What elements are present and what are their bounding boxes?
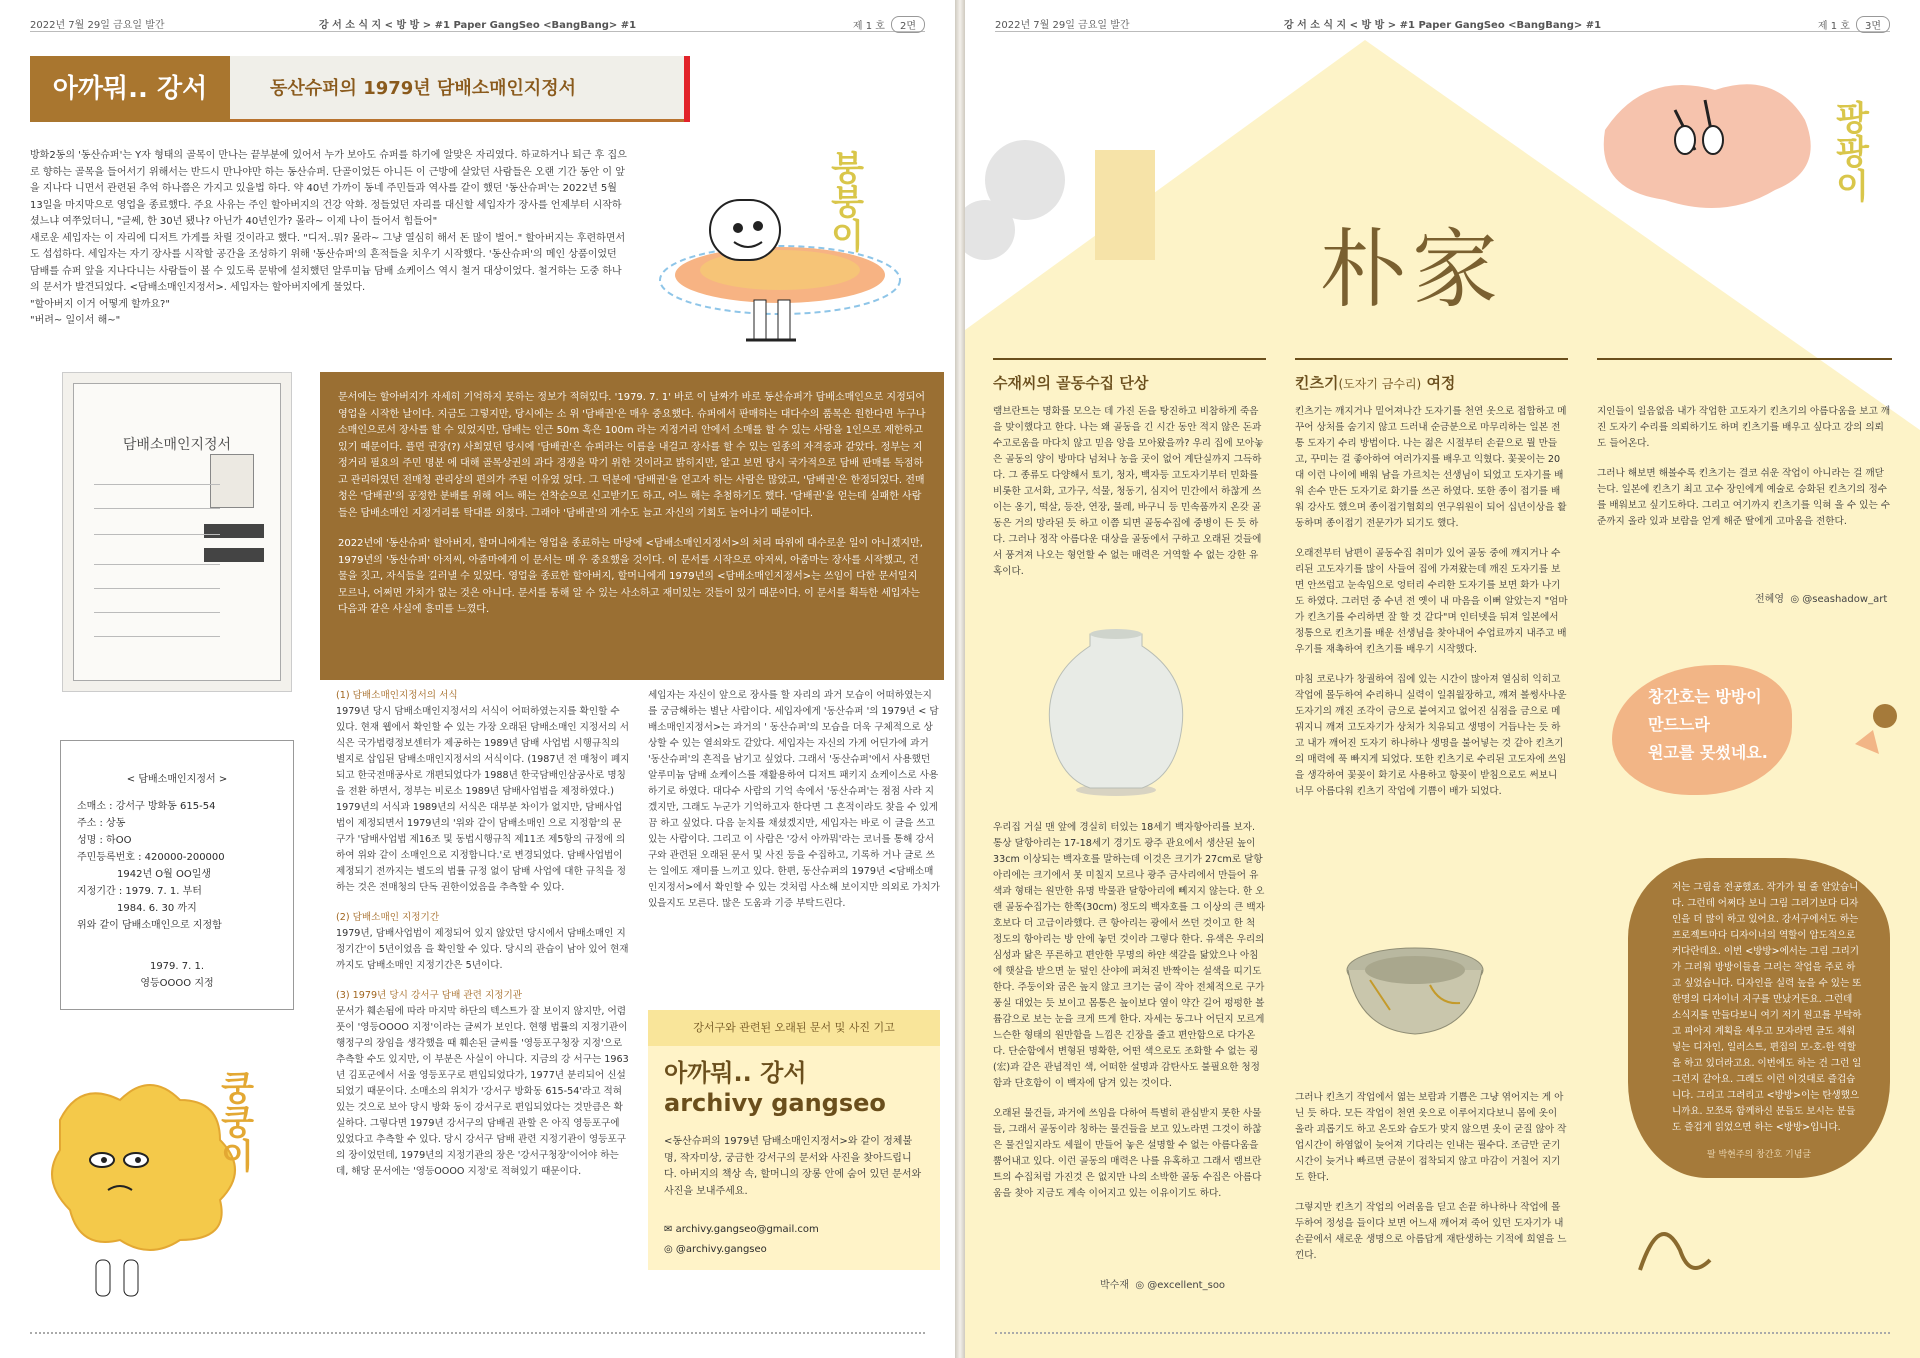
- tenant-paragraph: 세입자는 자신이 앞으로 장사를 할 자리의 과거 모습이 어떠하였는지를 궁금해하는 별난 사람이다. 세입자에게 '동산슈퍼 '의 1979년 < 담배소매인지정서>는 과거의 ' 동산슈퍼'의 모습을 더욱 구체적으로 상상할 수 있는 열쇠와도 같았다. 세입자는 자신의 가게 어딘가에 과거 '동산슈퍼'의 흔적을 남기고 싶었다. 그래서 '동산슈퍼'에서 사용했던 알루미늄 담배 쇼케이스를 재활용하여 디저트 패키지 쇼케이스로 사용하기로 하였다. 대다수 사람의 기억 속에서 '동산슈퍼'는 점점 사라 지겠지만, 그래도 누군가 기억하고자 한다면 그 흔적이라도 찾을 수 있게끔 하고 싶었다. 다음 눈치를 채셨겠지만, 세입자는 바로 이 글을 쓰고 있는 사람이다. 그리고 이 사람은 '강서 아까뭐'라는 코너를 통해 강서구와 관련된 오래된 문서 및 사진 등을 수집하고, 기록하 거나 글로 쓰는 일에도 재미를 느끼고 있다. 한편, 동산슈퍼의 1979년 <담배소매인지정서>에서 확인할 수 있는 것처럼 사소해 보이지만 의외로 가치가 있을지도 모른다. 많은 도움과 기증 부탁드린다.: [648, 690, 940, 909]
- publication-title: 강 서 소 식 지 < 방 방 > #1 Paper GangSeo <BangBang> #1: [318, 20, 637, 31]
- document-line: [94, 564, 220, 565]
- intro-quote: "할아버지 이거 어떻게 할까요?": [30, 298, 170, 310]
- license-line: 1942년 O월 OO일생: [117, 869, 212, 880]
- subheading-period: (2) 담배소매인 지정기간: [336, 912, 440, 923]
- license-line: 지정기간 : 1979. 7. 1. 부터: [77, 886, 202, 897]
- license-line: 위와 같이 담배소매인으로 지정함: [77, 920, 222, 931]
- sec2-title: [1295, 372, 1455, 393]
- sec1-column-top: [993, 404, 1266, 580]
- red-accent-bar: [684, 56, 690, 122]
- article-title: 동산슈퍼의 1979년 담배소매인지정서: [270, 78, 577, 99]
- editor-note-text: 창간호는 방방이 만드느라 원고를 못썼네요.: [1648, 687, 1768, 762]
- issue-date: 2022년 7월 29일 금요일 발간: [30, 20, 165, 31]
- logo-korean: 아까뭐.. 강서: [664, 1059, 807, 1087]
- editor-note-brown: [1628, 858, 1890, 1178]
- section-rule: [993, 358, 1266, 360]
- sec2-title-main: 킨츠기: [1295, 374, 1339, 392]
- context-paragraph: 문서에는 할아버지가 자세히 기억하지 못하는 정보가 적혀있다. '1979. 7. 1' 바로 이 날짜가 바로 동산슈퍼가 담배소매인으로 지정되어 영업을 시작한 날이다. 지금도 그렇지만, 당시에는 소 위 '담배권'은 매우 중요했다. 슈퍼에서 판매하는 대다수의 품목은 원한다면 누구나 소매인으로서 장사를 할 수 있었지만, 담배는 인근 50m 혹은 100m 라는 지정거리 안에서 소매를 할 수 있는 사람을 1인으로 제한하고 있기 때문이다. 플면 권장(?) 사회였던 당시에 '담배권'은 슈퍼라는 이름을 내걸고 장사를 할 수 있는 일종의 자격증과 같았다. 정부는 지정거리 필요의 주민 명분 에 대해 골목상권의 과다 경쟁을 막기 위한 것이라고 밝히지만, 알고 보면 당시 국가적으로 담배 판매를 독점하고 관리하였던 전매청 관리상의 편의가 주된 이유였 었다. 그 덕분에 '담배권'을 얻고자 하는 사람은 많았고, '담배권'은 한정되었다. 전매청은 '담배권'의 공정한 분배를 위해 어느 해는 선착순으로 신고받기도 하고, 어느 해는 추첨하기도 했다. '담배권'을 얻는데 실패한 사람들은 담배소매인 지정거리를 탁대를 외쳤다. 그래야 '담배권'의 개수도 늘고 자신의 기회도 늘어나기 때문이다.: [338, 392, 926, 519]
- page-number: 2면: [891, 16, 925, 33]
- issue-date: 2022년 7월 29일 금요일 발간: [995, 20, 1130, 31]
- findings-paragraph: 1979년 당시 담배소매인지정서의 서식이 어떠하였는지를 확인할 수 있다. 현재 웹에서 확인할 수 있는 가장 오래된 담배소매인 지정서의 서식은 국가법령정보센터가 제공하는 1989년 담배 사업법 시행규칙의 별지로 삽입된 담배소매인지정서의 서식이다. (1987년 전 매청이 폐지되고 한국전매공사로 개편되었다가 1988년 한국담배인삼공사로 명칭을 전환 하면서, 정부는 비로소 1989년 담배사업법을 제정하였다.) 1979년의 서식과 1989년의 서식은 대부분 차이가 없지만, 담배사업법이 제정되면서 1979년의 '위와 같이 담배소매인 으로 지정함'의 문구가 '담배사업법 제16조 및 동법시행규칙 제11조 제5항의 규정에 의하여 위와 같이 소매인으로 지정합니다.'로 변경되었다. 담배사업법이 제정되기 전까지는 별도의 법률 규정 없이 담배 사업에 대한 규칙을 정하는 것은 전매청의 단독 권한이었음을 추측할 수 있다.: [336, 706, 630, 893]
- sec3-credit: [1755, 590, 1887, 605]
- issue-label: 제 1 호: [852, 21, 885, 32]
- context-paragraph: 2022년에 '동산슈퍼' 할아버지, 할머니에게는 영업을 종료하는 마당에 <담배소매인지정서>의 처리 따위에 대수로운 일이 아니겠지만, 1979년의 '동산슈퍼' 아저씨, 아줌마에게 이 문서는 매 우 중요했을 것이다. 이 문서를 시작으로 아저씨, 아줌마는 장사를 시작했고, 건물을 짓고, 자식들을 길러낼 수 있었다. 영업을 종료한 할아버지, 할머니에게 1979년의 <담배소매인지정서>는 쓰임이 다한 문서일지 모르나, 어쩌면 가치가 없는 것은 아니다. 문서를 통해 알 수 있는 사소하고 재미있는 것들이 있기 때문이다. 이 문서를 획득한 세입자는 다음과 같은 사실에 흥미를 느꼈다.: [338, 538, 923, 615]
- license-line: 주소 : 상동: [77, 818, 126, 829]
- sec2-paragraph: 마침 코로나가 창궐하여 집에 있는 시간이 많아져 열심히 익히고 작업에 몰두하여 수리하니 실력이 일취월장하고, 꺠져 볼썽사나운 도자기의 깨진 조각이 금으로 붙여지고 없어진 심점을 금으로 메꿔지니 깨져 고도자기가 상처가 치유되고 생명이 거듭나는 듯 하고 내가 깨어진 도자기 하나하나 생명을 불어넣는 것 같아 킨츠기의 매력에 푹 빠지게 되었다. 또한 킨츠기로 수리된 고도자에 쓰임을 생각하여 꽃꽂이 화기로 사용하고 항꽂이 받침으로도 써보니 너무 아름다워 킨츠기 작업에 기쁨이 배가 되었다.: [1295, 674, 1567, 797]
- moon-jar-icon: [1038, 618, 1194, 798]
- license-line: 성명 : 하OO: [77, 835, 132, 846]
- kintsugi-bowl-photo: [1340, 930, 1490, 1050]
- sec1-paragraph: 램브란트는 명화를 모으는 데 가진 돈을 탕진하고 비참하게 죽음을 맞이했다고 한다. 나는 왜 골동을 긴 시간 동안 적지 않은 돈과 수고로움을 마다치 않고 믿음 앙을 모아왔을까? 우리 집에 모아놓은 골동의 양이 방마다 넘쳐나 농을 곳이 없어 계단실까지 그득하다. 그 종류도 다양해서 토기, 청자, 백자등 고도자기부터 민화를 비롯한 고서화, 고가구, 석물, 청동기, 심지어 민간에서 하찮게 쓰이는 옹기, 떡살, 등잔, 연장, 물레, 바구니 등 민속품까지 온갖 골동은 거의 망라된 듯 하고 이쯤 되면 골동수집에 중병이 든 듯 하다. 그러나 정작 아름다운 대상을 골동에서 구하고 오래된 것들에서 풍겨져 나오는 형언할 수 없는 매력은 거역할 수 없는 강한 유혹이다.: [993, 406, 1264, 577]
- editor-letter: 저는 그림을 전공했죠. 작가가 될 줄 알았습니다. 그런데 어쩌다 보니 그림 그리기보다 디자인을 더 많이 하고 있어요. 강서구에서도 하는 프로젝트마다 디자이너의 역할이 압도적으로 커다란데요. 이번 <방방>에서는 그림 그리기가 그리워 방방이들을 그리는 작업을 주로 하고 싶었습니다. 디자인을 실력 높을 수 있는 또 한명의 디자이너 지구를 만났거든요. 그런데 소식지를 만들다보니 여기 저기 원고를 부탁하고 피아지 계획을 세우고 모자라면 글도 채워 넣는 디자인, 일러스트, 편집의 모-호-한 역할을 하고 있더라고요. 이번에도 하는 건 그런 일 그런지 같아요. 그래도 이런 이것대로 즐겁습니다. 그리고 그려리고 <방방>이는 탄생했으니까요. 모쪼록 함께하신 분들도 보시는 분들도 즐겁게 읽었으면 하는 <방방>입니다.: [1672, 882, 1862, 1133]
- issue-number: [1818, 16, 1890, 33]
- document-line: [94, 508, 220, 509]
- publication-title: 강 서 소 식 지 < 방 방 > #1 Paper GangSeo <BangBang> #1: [1283, 20, 1602, 31]
- author-name: 전혜영: [1755, 594, 1784, 605]
- instagram-icon: ◎: [1790, 594, 1800, 605]
- archivy-logo: 아까뭐.. 강서: [30, 56, 230, 122]
- findings-column: [336, 688, 630, 1180]
- bungbung-label: 붕붕이: [824, 150, 864, 252]
- document-line: [94, 484, 220, 485]
- bungbung-doodle: [650, 130, 940, 370]
- tenant-column: [648, 688, 940, 912]
- kungkung-doodle: [20, 1060, 330, 1310]
- intro-quote: "버려~ 일이서 해~": [30, 315, 121, 326]
- author-instagram[interactable]: @excellent_soo: [1147, 1280, 1226, 1291]
- paengpaeng-character-icon: [1585, 70, 1825, 230]
- page-header: [30, 14, 925, 32]
- author-instagram[interactable]: @seashadow_art: [1802, 594, 1888, 605]
- paengpaeng-doodle: [1585, 70, 1905, 270]
- portrait-stamp: [210, 454, 254, 508]
- sec1-title: 수재씨의 골동수집 단상: [993, 374, 1149, 392]
- section-big-title: 朴家: [1320, 220, 1504, 320]
- logo-english: archivy gangseo: [664, 1089, 886, 1117]
- issue-label: 제 1 호: [1817, 21, 1850, 32]
- submission-logo: [664, 1058, 886, 1118]
- section-rule: [1597, 358, 1892, 360]
- bottom-rule: [995, 1324, 1890, 1334]
- sec2-paragraph: 킨츠기는 깨지거나 밑어져나간 도자기를 천연 옷으로 접합하고 메꾸어 상처를 숨기지 않고 드러내 순금분으로 마무리하는 일본 전통 도자기 수리 방법이다. 나는 젊은 시절부터 손끝으로 뭘 만들고, 꾸미는 걸 좋아하여 여러가지를 배우고 익혔다. 꽃꽂이는 20대 이런 나이에 배워 남을 가르치는 선생님이 되었고 도자기를 배워 손수 만든 도자기로 화기를 쓰곤 하였다. 또한 종이 접기를 배워 강사도 했으며 종이접기협회의 연구위원이 되어 십년이상을 활동하며 종이접기 전문가가 되기도 했다.: [1295, 406, 1567, 529]
- author-name: 박수재: [1100, 1280, 1129, 1291]
- bottom-rule: [30, 1324, 925, 1334]
- instagram-icon: ◎: [664, 1244, 673, 1255]
- instagram-link[interactable]: [664, 1244, 767, 1255]
- sec1-paragraph: 우리집 거실 맨 앞에 경실히 터있는 18세기 백자항아리를 보자. 통상 달항아리는 17-18세기 경기도 광주 관요에서 생산된 높이 33cm 이상되는 백자호를 말하는데 이것은 크기가 27cm로 달항아리에는 크기에서 못 미칠지 모르나 광주 금사리에서 만들어 유색과 형태는 원만한 유명 박물관 달항아리에 뻬지지 않는다. 한 오랜 골동수집가는 한쪽(30cm) 정도의 백자호를 그 이상의 큰 백자호보다 더 고급이라했다. 큰 항아리는 광에서 쓰던 것이고 한 척 정도의 항아리는 방 안에 놓던 것이라 그렇다 한다. 유색은 우리의 심성과 닮은 푸른하고 편안한 무명의 하얀 색갈을 닮았으나 아침에 햇살을 받으면 눈 덮인 산야에 퍼쳐진 반짝이는 설색을 띠기도 한다. 주둥이와 굽은 높지 않고 크기는 굽이 작아 전체적으로 구가 풍실 대었는 듯 보이고 몸통은 높이보다 옆이 약간 길어 펑펑한 볼륨감으로 보는 눈을 크게 뜨게 한다. 자세는 동그나 어딘지 모르게 느슨한 형태의 원만함을 느낌은 긴장을 줄고 편안함으로 다가온다. 단순함에서 변형된 명확한, 어떤 색으로도 조화할 수 없는 굉(宏)과 같은 관념적인 색, 어떠한 설명과 감탄사도 불필요한 청정함과 단호함이 이 백자에 담겨 있는 것이다.: [993, 822, 1265, 1089]
- sec2-title-sub: (도자기 금수리): [1338, 377, 1422, 391]
- subheading-format: (1) 담배소매인지정서의 서식: [336, 690, 458, 701]
- page-right: [965, 0, 1920, 1358]
- intro-paragraph: 방화2동의 '동산슈퍼'는 Y자 형태의 골목이 만나는 끝부분에 있어서 누가 보아도 슈퍼를 하기에 알맞은 자리였다. 하교하거나 퇴근 후 집으로 향하는 골목을 들어서기 위해서는 반드시 만나야만 하는 동산슈퍼. 단골이었든 아니든 이 근방에 살았던 사람들은 오랜 기간 동안 이 앞을 지나다 니면서 관련된 추억 하나쯤은 가지고 있을법 하다. 약 40년 가까이 동네 주민들과 역사를 같이 했던 '동산슈퍼'는 2022년 5월 13일을 마지막으로 영업을 종료했다. 주요 사유는 주인 할아버지의 건강 악화. 정들었던 자리를 대신할 세입자가 장사를 언제부터 시작하셨느냐 여쭈었더니, "글쎄, 한 30년 됐나? 아닌가 40년인가? 몰라~ 이제 나이 들어서 힘들어": [30, 150, 627, 227]
- document-line: [94, 588, 220, 589]
- redacted-block: [204, 548, 264, 562]
- license-date: 1979. 7. 1.: [149, 961, 205, 972]
- license-transcription-box: [60, 740, 294, 1010]
- mail-icon: ✉: [664, 1224, 673, 1235]
- submission-box: [648, 1010, 940, 1270]
- instagram-text: @archivy.gangseo: [675, 1244, 767, 1255]
- license-heading: < 담배소매인지정서 >: [126, 774, 228, 785]
- submission-tag: 강서구와 관련된 오래된 문서 및 사진 기고: [648, 1010, 940, 1046]
- sec3-paragraph: 지인들이 일음없음 내가 작업한 고도자기 킨츠기의 아름다움을 보고 깨진 도자기 수리를 의뢰하기도 하며 킨츠기를 배우고 싶다고 강의 의뢰도 들어온다.: [1597, 406, 1891, 449]
- findings-paragraph: 1979년, 담배사업법이 제정되어 있지 않았던 당시에서 담배소매인 지정기간'이 5년이었음 을 확인할 수 있다. 당시의 관습이 남아 있어 현재까지도 담배소매인 지정기간은 5년이다.: [336, 928, 629, 971]
- findings-paragraph: 문서가 훼손됨에 따라 마지막 하단의 텍스트가 잘 보이지 않지만, 어렴풋이 '영등OOOO 지정'이라는 글씨가 보인다. 현행 법률의 지정기관이 행정구의 장임을 생각했을 때 훼손된 글씨를 '영등포구청장 지정'으로 추측할 수도 있지만, 이 부분은 사실이 아니다. 지금의 강 서구는 1963년 김포군에서 서울 영등포구로 편입되었다가, 1977년 분리되어 신설되었기 때문이다. 소매소의 위치가 '강서구 방화동 615-54'라고 적혀있는 것으로 보아 당시 방화 동이 강서구로 편입되었다는 것만큼은 확실하다. 그렇다면 1979년 강서구의 담배권 관할 은 아직 영등포구에 있었다고 추측할 수 있다. 당시 강서구 담배 관련 지정기관이 영등포구 의 장이었던데, 1979년의 지정기관의 장은 '강서구청장'이어야 하는데, 해당 문서에는 '영등OOOO 지정'로 적혀있기 때문이다.: [336, 1006, 629, 1177]
- spread-gutter: [955, 0, 965, 1358]
- redacted-block: [204, 524, 264, 538]
- intro-paragraph: 새로운 세입자는 이 자리에 디저트 가게를 차릴 것이라고 했다. "디저..뭐? 몰라~ 그냥 열심히 해서 돈 많이 벌어." 할아버지는 후련하면서도 섭섭하다. 세입자는 자기 장사를 시작할 공간을 조성하기 위해 '동산슈퍼'의 흔적들을 치우기 시작했다. '동산슈퍼'의 메인 상품이었던 담배를 슈퍼 앞을 지나다니는 사람들이 볼 수 있도록 문밖에 설치했던 알루미늄 담배 쇼케이스 역시 철거 대상이었다. 철거하는 도중 하나의 문서가 발견되었다. <담배소매인지정서>. 세입자는 할아버지에게 물었다.: [30, 232, 626, 293]
- sec2-paragraph: 그러나 킨츠기 작업에서 엷는 보람과 기쁨은 그냥 엮어지는 게 아닌 듯 하다. 모든 작업이 천연 옷으로 이루어지다보니 몸에 옷이 올라 괴롭기도 하고 온도와 습도가 맞지 않으면 옷이 굳질 않아 작업시간이 하염없이 늦어져 기다리는 인내는 필수다. 조금만 굳기 시간이 늦거나 빠르면 금분이 접착되지 않고 마감이 거칠어 지기도 한다.: [1295, 1092, 1567, 1183]
- document-line: [94, 636, 220, 637]
- document-line: [94, 612, 220, 613]
- sec2-paragraph: 그렇지만 킨츠기 작업의 어려움을 딛고 손끝 하나하나 작업에 몰두하여 정성을 들이다 보면 어느새 깨어져 죽어 있던 도자기가 내 손끝에서 새로운 생명으로 아름답게 재탄생하는 기적에 희열을 느낀다.: [1295, 1202, 1567, 1261]
- bungbung-character-icon: [650, 130, 940, 370]
- license-document-photo: [62, 372, 292, 692]
- sec2-title-tail: 여정: [1421, 374, 1456, 392]
- sec1-column-bottom: [993, 820, 1266, 1202]
- document-line: [94, 534, 220, 535]
- document-paper: [73, 383, 281, 681]
- license-line: 소매소 : 강서구 방화동 615-54: [77, 801, 216, 812]
- license-line: 1984. 6. 30 까지: [117, 903, 197, 914]
- section-rule: [1295, 358, 1568, 360]
- sec1-paragraph: 오래된 물건들, 과거에 쓰임을 다하여 특별히 관심받지 못한 사물들, 그래서 골동이라 칭하는 물건들을 보고 있노라면 그것이 하찮은 물건일지라도 세월이 만들어 놓은 설명할 수 없는 아름다움을 뿜어내고 있다. 이런 골동의 매력은 나를 유혹하고 그래서 램브란트의 수집처럼 가진것 은 없지만 나의 소박한 골동 수집은 아름다움을 찾아 지금도 계속 이어지고 있는 이유이기도 하다.: [993, 1108, 1262, 1199]
- kintsugi-bowl-icon: [1340, 930, 1490, 1050]
- kungkung-label: 쿵쿵이: [214, 1070, 254, 1172]
- submission-description: <동산슈퍼의 1979년 담배소매인지정서>와 같이 정체불명, 작자미상, 궁금한 강서구의 문서와 사진을 찾아드립니다. 아버지의 책상 속, 할머니의 장롱 안에 숨어 있던 문서와 사진을 보내주세요.: [664, 1136, 922, 1197]
- document-photo-title: 담배소매인지정서: [122, 437, 232, 453]
- sec2-paragraph: 오래전부터 남편이 골동수집 취미가 있어 골동 중에 깨지거나 수리된 고도자기를 많이 사들여 집에 가져왔는데 깨진 도자기를 보면 안쓰럽고 눈속임으로 엉터리 수리한 도자기를 보면 화가 나기도 하였다. 그러던 중 수년 전 옛이 내 마음을 이뻐 알았는지 "엄마가 킨츠기를 수리하면 잘 할 것 같다"며 인터넷을 뒤져 일본에서 정통으로 킨츠기를 배운 선생님을 찾아내어 수업료까지 내주고 배우기를 재촉하여 킨츠기를 배우기 시작했다.: [1295, 548, 1568, 655]
- article-banner: [30, 56, 690, 122]
- page-header: [995, 14, 1890, 32]
- squiggle-icon: [1630, 1200, 1720, 1290]
- sec2-column-bottom: [1295, 1090, 1568, 1264]
- sec1-credit: [1100, 1276, 1225, 1291]
- context-box: [320, 372, 944, 680]
- page-number: 3면: [1856, 16, 1890, 33]
- sec3-column: [1597, 404, 1892, 530]
- license-issuer: 영등OOOO 지정: [140, 978, 214, 989]
- email-text: archivy.gangseo@gmail.com: [675, 1224, 819, 1235]
- page-left: [0, 0, 955, 1358]
- instagram-icon: ◎: [1135, 1280, 1145, 1291]
- intro-text: [30, 148, 628, 330]
- decorative-shapes-icon: [1845, 700, 1905, 760]
- email-link[interactable]: [664, 1224, 819, 1235]
- license-spacer: [77, 934, 277, 958]
- sec2-column-top: [1295, 404, 1568, 800]
- white-porcelain-jar-photo: [1038, 618, 1194, 798]
- editor-signature: 팔 박현주의 창간호 기념글: [1706, 1150, 1812, 1160]
- license-line: 주민등록번호 : 420000-200000: [77, 852, 225, 863]
- subheading-agency: (3) 1979년 당시 강서구 담배 관련 지정기관: [336, 990, 523, 1001]
- issue-number: [853, 16, 925, 33]
- paengpaeng-label: 팡팡이: [1829, 100, 1869, 202]
- sec3-paragraph: 그러나 해보면 해볼수록 킨츠기는 결코 쉬운 작업이 아니라는 걸 깨닫는다. 일본에 킨츠기 최고 고수 장인에게 예술로 승화된 킨츠기의 정수를 배워보고 싶기도하다. 그리고 여기까지 킨츠기를 익혀 올 수 있는 수준까지 올라 있과 보람을 얻게 해준 딸에게 고마움을 전한다.: [1597, 468, 1891, 527]
